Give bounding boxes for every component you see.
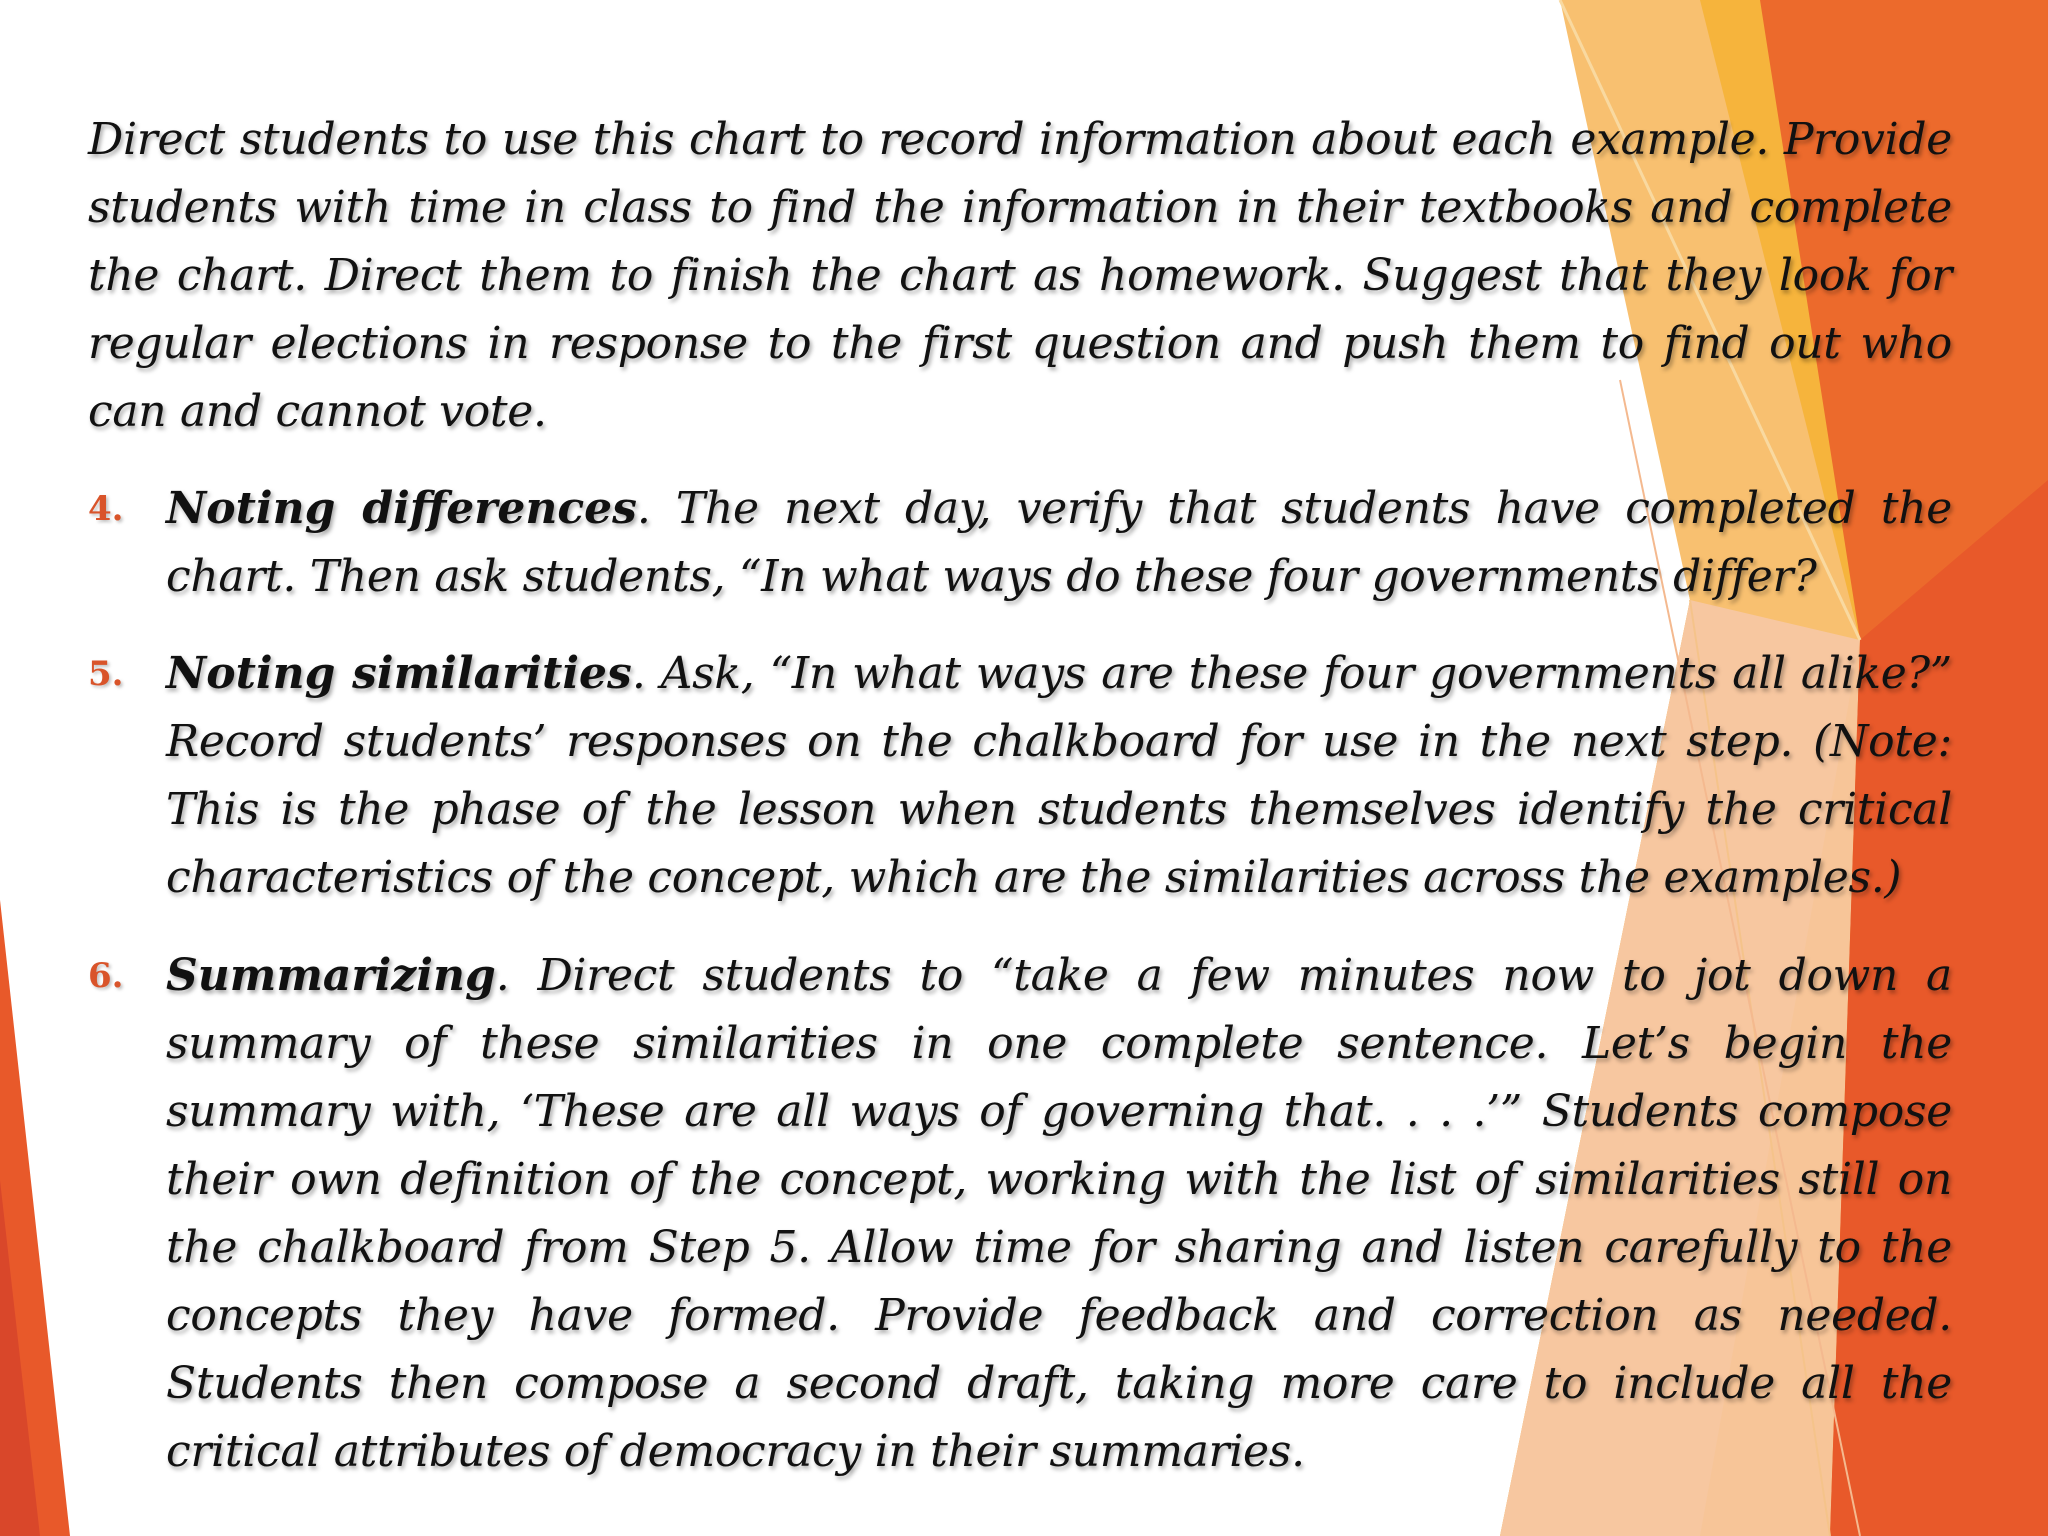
step-number: 6. xyxy=(88,956,124,996)
intro-paragraph: Direct students to use this chart to record information about each example. Provide students with time in class to find the information in their textbooks and complete the chart. Direct them to finish the chart as homework. Suggest that they look for regular elections in response to the first question and push them to find out who can and cannot vote. xyxy=(88,114,1952,437)
step-number: 4. xyxy=(88,489,124,529)
step-body: . The next day, verify that students have completed the chart. Then ask students, “In what ways do these four governments differ? xyxy=(166,483,1952,602)
step-text xyxy=(166,640,1952,912)
step-title: Summarizing xyxy=(166,950,496,1001)
step-text xyxy=(166,942,1952,1486)
step-title: Noting differences xyxy=(166,483,637,534)
step-title: Noting similarities xyxy=(166,648,632,699)
step-number: 5. xyxy=(88,654,124,694)
step-text xyxy=(166,475,1952,611)
step-body: . Direct students to “take a few minutes now to jot down a summary of these similarities in one complete sentence. Let’s begin the summary with, ‘These are all ways of governing that. . . .’” Students compose their own definition of the concept, working with the list of similarities still on the chalkboard from Step 5. Allow time for sharing and listen carefully to the concepts they have formed. Provide feedback and correction as needed. Students then compose a second draft, taking more care to include all the critical attributes of democracy in their summaries. xyxy=(166,950,1952,1477)
step-body: . Ask, “In what ways are these four governments all alike?” Record students’ responses on the chalkboard for use in the next step. (Note: This is the phase of the lesson when students themselves identify the critical characteristics of the concept, which are the similarities across the examples.) xyxy=(166,648,1952,903)
